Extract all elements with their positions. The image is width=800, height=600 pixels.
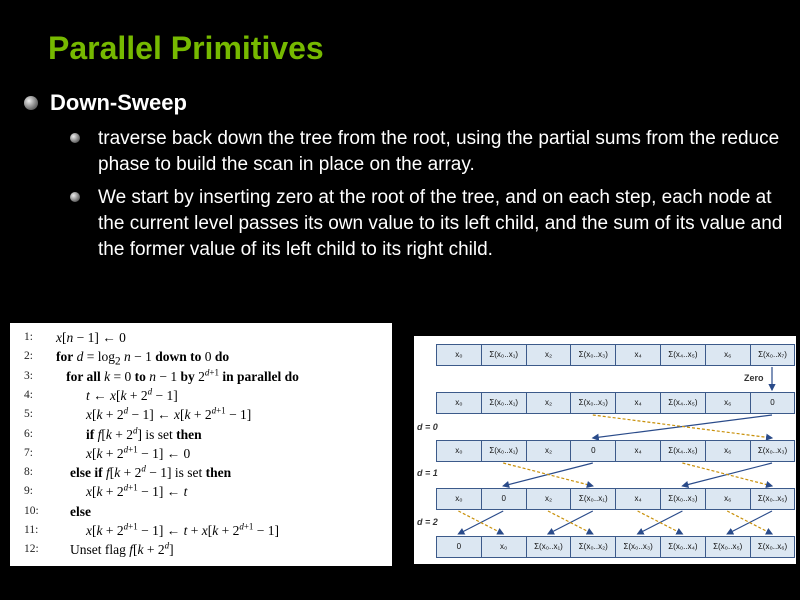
diagram-cell: x₆	[705, 440, 751, 462]
diagram-cell: x₀	[436, 440, 482, 462]
line-number: 4:	[24, 388, 33, 401]
diagram-cell: Σ(x₀..x₁)	[570, 488, 616, 510]
line-code: for $d = \log_2 n - 1$ down to 0 do	[56, 349, 230, 368]
diagram-cell: x₄	[615, 392, 661, 414]
slide-title: Parallel Primitives	[48, 30, 324, 66]
diagram-cell: Σ(x₀..x₃)	[570, 392, 616, 414]
line-code: for all k = 0 to n − 1 by $2^{d+1}$ in parallel do	[66, 367, 299, 384]
sub-bullet-insert-zero: We start by inserting zero at the root of the tree, and on each step, each node at the current level passes its own value to its left child, and the sum of its value and the former value of its left child to its right child.	[98, 187, 783, 260]
diagram-cell: Σ(x₀..x₃)	[750, 440, 796, 462]
diagram-cell: x₄	[615, 344, 661, 366]
diagram-cell: x₀	[436, 392, 482, 414]
diagram-cell: Σ(x₀..x₁)	[481, 440, 527, 462]
diagram-cell: x₆	[705, 488, 751, 510]
level-label-d2: d = 2	[417, 517, 438, 527]
line-code: else	[70, 503, 91, 519]
line-number: 7:	[24, 446, 33, 459]
diagram-cell: Σ(x₀..x₃)	[570, 344, 616, 366]
line-number: 5:	[24, 408, 33, 421]
level-label-d0: d = 0	[417, 422, 438, 432]
diagram-cell: x₂	[526, 488, 572, 510]
bullet-icon	[24, 96, 38, 110]
diagram-cell: x₄	[615, 440, 661, 462]
line-code: Unset flag $f[k + 2^d]$	[70, 540, 174, 558]
diagram-cell: x₄	[615, 488, 661, 510]
diagram-cell: Σ(x₀..x₃)	[660, 488, 706, 510]
diagram-cell: x₀	[481, 536, 527, 558]
line-code: if $f[k + 2^d]$ is set then	[86, 425, 202, 442]
line-number: 8:	[24, 466, 33, 479]
zero-label: Zero	[744, 373, 764, 383]
line-number: 11:	[24, 524, 39, 536]
sub-bullet-icon	[70, 192, 80, 202]
diagram-cell: Σ(x₀..x₃)	[615, 536, 661, 558]
diagram-cell: x₆	[705, 392, 751, 414]
diagram-cell: x₂	[526, 344, 572, 366]
bullet-down-sweep: Down-Sweep	[50, 90, 187, 115]
line-number: 10:	[24, 504, 39, 517]
line-code: else if $f[k + 2^d - 1]$ is set then	[70, 463, 232, 481]
line-code: $x[k + 2^{d+1} - 1]$ ← 0	[86, 444, 191, 461]
line-code: $x[k + 2^{d+1} - 1]$ ← $t + x[k + 2^{d+1} - 1]$	[86, 521, 280, 538]
diagram-cell: Σ(x₀..x₁)	[481, 344, 527, 366]
diagram-cell: 0	[481, 488, 527, 510]
line-number: 3:	[24, 369, 33, 382]
diagram-cell: Σ(x₀..x₇)	[750, 344, 796, 366]
diagram-cell: Σ(x₀..x₆)	[750, 536, 796, 558]
diagram-cell: Σ(x₀..x₄)	[660, 536, 706, 558]
down-sweep-diagram	[414, 336, 796, 564]
diagram-cell: 0	[750, 392, 796, 414]
line-number: 1:	[24, 331, 33, 343]
line-code: t ← $x[k + 2^d - 1]$	[86, 386, 178, 403]
diagram-cell: Σ(x₀..x₅)	[705, 536, 751, 558]
line-code: $x[k + 2^{d+1} - 1]$ ← t	[86, 482, 188, 500]
line-number: 6:	[24, 427, 33, 440]
diagram-cell: Σ(x₄..x₅)	[660, 344, 706, 366]
diagram-cell: x₂	[526, 440, 572, 462]
line-number: 9:	[24, 485, 33, 498]
diagram-cell: Σ(x₄..x₅)	[660, 392, 706, 414]
diagram-cell: x₀	[436, 488, 482, 510]
line-number: 2:	[24, 350, 33, 363]
diagram-cell: x₀	[436, 344, 482, 366]
diagram-cell: x₂	[526, 392, 572, 414]
diagram-cell: 0	[436, 536, 482, 558]
line-number: 12:	[24, 543, 39, 556]
diagram-cell: Σ(x₀..x₂)	[570, 536, 616, 558]
diagram-cell: Σ(x₄..x₅)	[660, 440, 706, 462]
diagram-cell: x₆	[705, 344, 751, 366]
sub-bullet-traverse: traverse back down the tree from the root, using the partial sums from the reduce phase to build the scan in place on the array.	[98, 128, 780, 175]
sub-bullet-icon	[70, 133, 80, 143]
diagram-cell: 0	[570, 440, 616, 462]
diagram-cell: Σ(x₀..x₁)	[481, 392, 527, 414]
line-code: x[n − 1] ← 0	[56, 330, 126, 345]
diagram-cell: Σ(x₀..x₁)	[526, 536, 572, 558]
line-code: $x[k + 2^d - 1]$ ← $x[k + 2^{d+1} - 1]$	[86, 405, 252, 423]
level-label-d1: d = 1	[417, 468, 438, 478]
algorithm-panel	[10, 323, 392, 566]
diagram-cell: Σ(x₀..x₅)	[750, 488, 796, 510]
